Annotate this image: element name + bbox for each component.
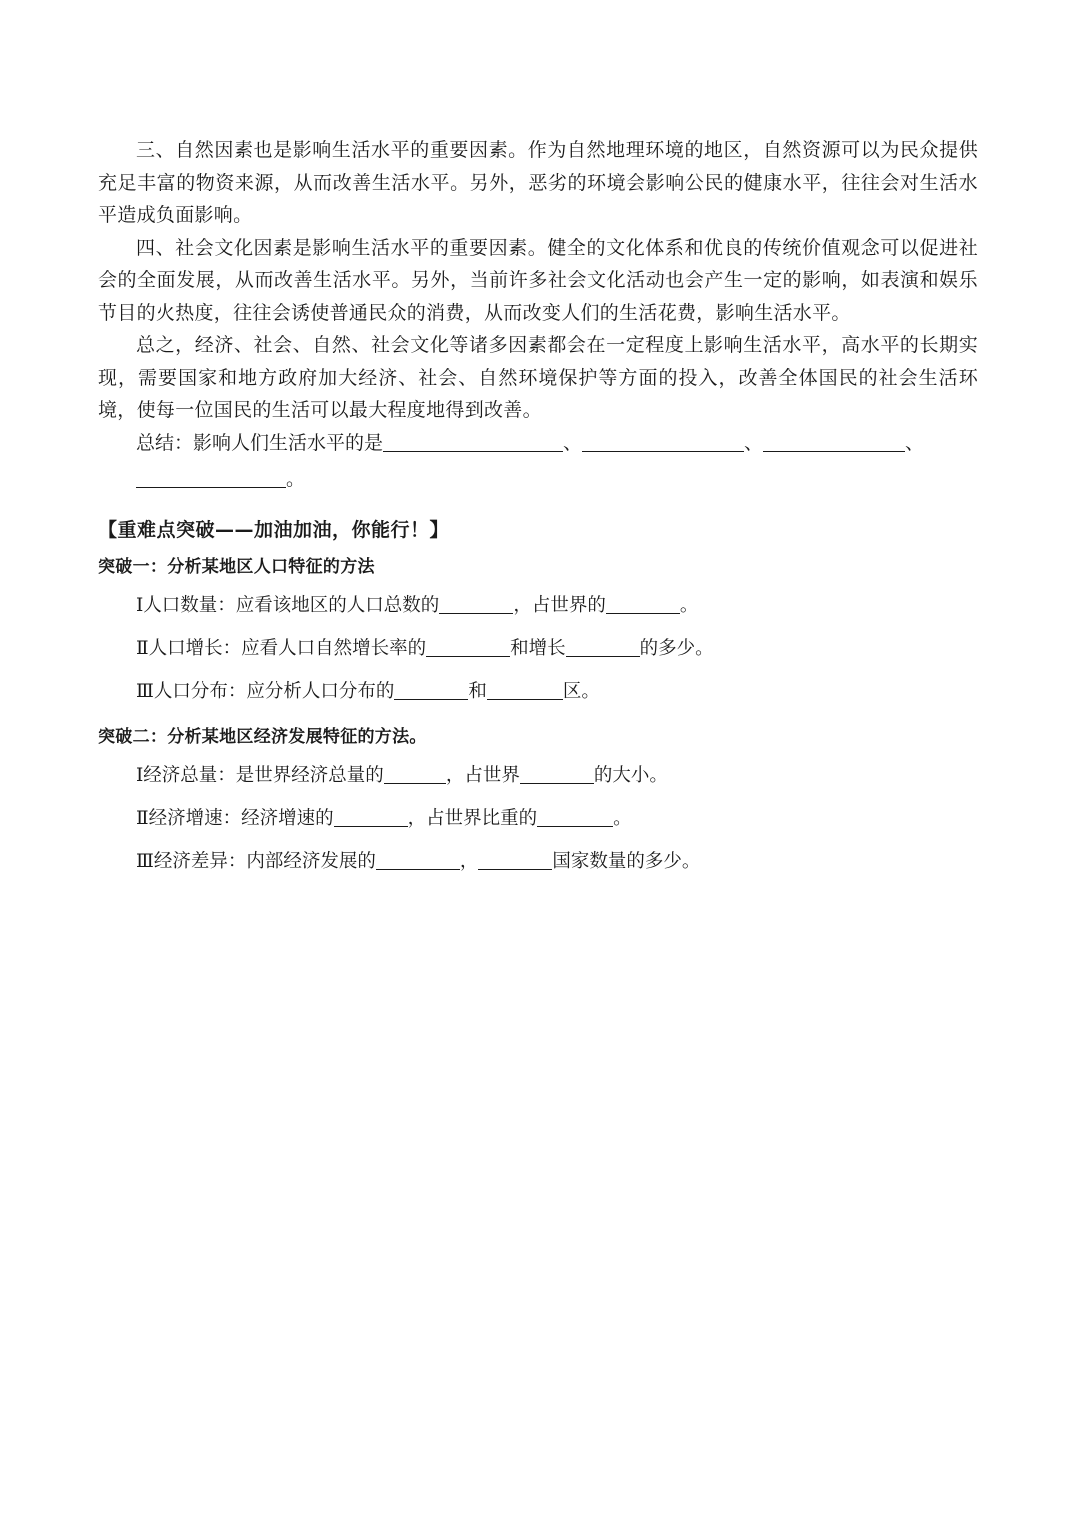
item-text: Ⅱ经济增速：经济增速的 <box>136 807 334 829</box>
item-text: 和 <box>468 680 487 702</box>
item-text: ，占世界 <box>445 764 520 786</box>
blank-field[interactable] <box>478 849 552 870</box>
blank-field[interactable] <box>487 679 563 700</box>
item-text: ，占世界的 <box>513 594 606 616</box>
summary-label: 总结：影响人们生活水平的是 <box>136 431 384 454</box>
blank-field[interactable] <box>334 806 408 827</box>
blank-field[interactable] <box>136 467 286 488</box>
item-text: 国家数量的多少。 <box>552 850 701 872</box>
paragraph-cultural-factors: 四、社会文化因素是影响生活水平的重要因素。健全的文化体系和优良的传统价值观念可以促进社会的全面发展，从而改善生活水平。另外，当前许多社会文化活动也会产生一定的影响，如表演和娱乐节目的火热度，往往会诱使普通民众的消费，从而改变人们的生活花费，影响生活水平。 <box>98 236 978 324</box>
breakthrough-1-title: 突破一：分析某地区人口特征的方法 <box>98 556 375 577</box>
item-text: 的多少。 <box>639 637 714 659</box>
blank-field[interactable] <box>394 679 468 700</box>
item-text: Ⅰ经济总量：是世界经济总量的 <box>136 764 384 786</box>
item-text: Ⅰ人口数量：应看该地区的人口总数的 <box>136 594 440 616</box>
blank-field[interactable] <box>763 431 905 452</box>
summary-end: 。 <box>286 467 306 490</box>
economic-disparity-item <box>98 849 978 874</box>
separator: 、 <box>563 431 583 454</box>
item-text: Ⅱ人口增长：应看人口自然增长率的 <box>136 637 427 659</box>
blank-field[interactable] <box>376 849 460 870</box>
separator: 、 <box>744 431 764 454</box>
blank-field[interactable] <box>426 636 510 657</box>
document-page <box>98 134 978 874</box>
blank-field[interactable] <box>520 763 594 784</box>
blank-field[interactable] <box>606 593 680 614</box>
item-text: 区。 <box>562 680 600 702</box>
blank-field[interactable] <box>566 636 640 657</box>
blank-field[interactable] <box>537 806 613 827</box>
item-text: ，占世界比重的 <box>407 807 538 829</box>
separator: 、 <box>905 431 925 454</box>
item-text: 的大小。 <box>593 764 668 786</box>
item-text: 。 <box>679 594 699 616</box>
economic-growth-item <box>98 806 978 831</box>
economic-total-item <box>98 763 978 788</box>
blank-field[interactable] <box>384 763 446 784</box>
item-text: 。 <box>613 807 632 829</box>
summary-fill-in <box>98 427 978 495</box>
population-distribution-item <box>98 679 978 704</box>
section-heading: 【重难点突破——加油加油，你能行！】 <box>98 518 450 541</box>
item-text: Ⅲ人口分布：应分析人口分布的 <box>136 680 395 702</box>
item-text: Ⅲ经济差异：内部经济发展的 <box>136 850 376 872</box>
blank-field[interactable] <box>439 593 513 614</box>
paragraph-natural-factors: 三、自然因素也是影响生活水平的重要因素。作为自然地理环境的地区，自然资源可以为民众提供充足丰富的物资来源，从而改善生活水平。另外，恶劣的环境会影响公民的健康水平，往往会对生活水平造成负面影响。 <box>98 139 978 226</box>
item-text: ， <box>459 850 479 872</box>
blank-field[interactable] <box>582 431 744 452</box>
blank-field[interactable] <box>383 431 563 452</box>
item-text: 和增长 <box>510 637 566 659</box>
population-quantity-item <box>98 593 978 618</box>
breakthrough-2-title: 突破二：分析某地区经济发展特征的方法。 <box>98 726 427 747</box>
population-growth-item <box>98 636 978 661</box>
paragraph-conclusion: 总之，经济、社会、自然、社会文化等诸多因素都会在一定程度上影响生活水平，高水平的长期实现，需要国家和地方政府加大经济、社会、自然环境保护等方面的投入，改善全体国民的社会生活环境，使每一位国民的生活可以最大程度地得到改善。 <box>98 334 978 421</box>
